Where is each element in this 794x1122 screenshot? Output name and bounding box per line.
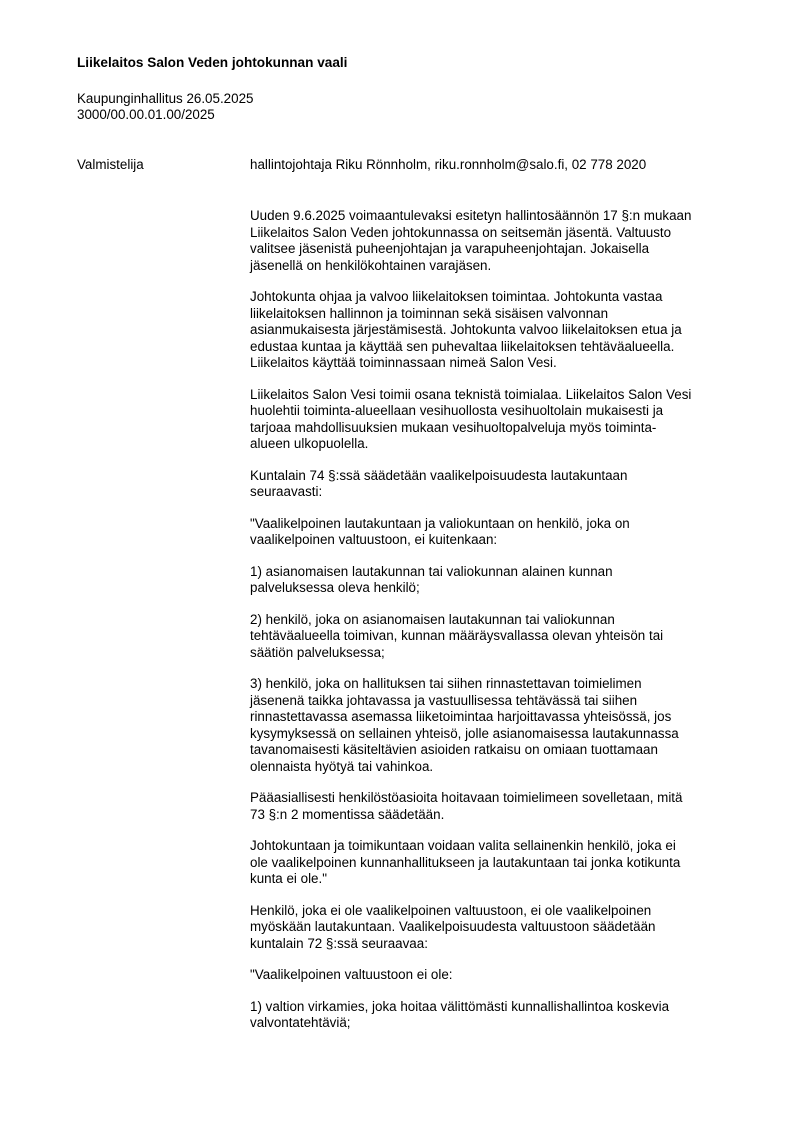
paragraph-line: 2) henkilö, joka on asianomaisen lautakunnan tai valiokunnan <box>250 611 615 627</box>
paragraph-line: 1) asianomaisen lautakunnan tai valiokunnan alainen kunnan <box>250 563 613 579</box>
paragraph-line: Liikelaitos Salon Vesi toimii osana teknistä toimialaa. Liikelaitos Salon Vesi <box>250 386 692 402</box>
paragraph-line: vaalikelpoinen valtuustoon, ei kuitenkaan: <box>250 532 498 547</box>
paragraph-line: seuraavasti: <box>250 484 323 499</box>
body-paragraph <box>250 612 740 662</box>
paragraph-line: jäsenenä taikka johtavassa ja vastuullisessa tehtävässä tai siihen <box>250 692 638 708</box>
paragraph-line: huolehtii toiminta-alueellaan vesihuollosta vesihuoltolain mukaisesti ja <box>250 403 664 418</box>
paragraph-line: edustaa kuntaa ja käyttää sen puhevaltaa liikelaitoksen tehtäväalueella. <box>250 338 675 354</box>
paragraph-line: kuntalain 72 §:ssä seuraavaa: <box>250 935 428 951</box>
body-paragraph <box>250 468 740 501</box>
paragraph-line: Kuntalain 74 §:ssä säädetään vaalikelpoisuudesta lautakuntaan <box>250 467 628 483</box>
paragraph-line: valvontatehtäviä; <box>250 1015 351 1030</box>
document-body <box>250 208 740 1047</box>
paragraph-line: tehtäväalueella toimivan, kunnan määräysvallassa olevan yhteisön tai <box>250 628 664 643</box>
paragraph-line: Henkilö, joka ei ole vaalikelpoinen valtuustoon, ei ole vaalikelpoinen <box>250 902 652 918</box>
paragraph-line: säätiön palveluksessa; <box>250 644 385 660</box>
body-paragraph <box>250 564 740 597</box>
paragraph-line: "Vaalikelpoinen lautakuntaan ja valiokuntaan on henkilö, joka on <box>250 515 630 531</box>
paragraph-line: ole vaalikelpoinen kunnanhallitukseen ja lautakuntaan tai jonka kotikunta <box>250 854 681 870</box>
paragraph-line: tavanomaisesti käsiteltävien asioiden ratkaisu on omiaan tuottamaan <box>250 742 658 757</box>
body-paragraph <box>250 387 740 453</box>
paragraph-line: Pääasiallisesti henkilöstöasioita hoitavaan toimielimeen sovelletaan, mitä <box>250 790 683 805</box>
paragraph-line: valitsee jäsenistä puheenjohtajan ja varapuheenjohtajan. Jokaisella <box>250 241 650 256</box>
preparer-info: hallintojohtaja Riku Rönnholm, riku.ronnholm@salo.fi, 02 778 2020 <box>250 157 647 172</box>
paragraph-line: alueen ulkopuolella. <box>250 436 369 451</box>
paragraph-line: rinnastettavassa asemassa liiketoimintaa harjoittavassa yhteisössä, jos <box>250 709 672 724</box>
paragraph-line: kunta ei ole." <box>250 871 327 886</box>
paragraph-line: liikelaitoksen hallinnon ja toiminnan sekä sisäisen valvonnan <box>250 305 609 321</box>
paragraph-line: kysymyksessä on sellainen yhteisö, jolle asianomaisessa lautakunnassa <box>250 725 679 741</box>
paragraph-line: "Vaalikelpoinen valtuustoon ei ole: <box>250 967 453 982</box>
body-paragraph <box>250 999 740 1032</box>
paragraph-line: palveluksessa oleva henkilö; <box>250 580 420 595</box>
body-paragraph <box>250 790 740 823</box>
document-title: Liikelaitos Salon Veden johtokunnan vaali <box>77 55 348 70</box>
paragraph-line: Liikelaitos Salon Veden johtokunnassa on seitsemän jäsentä. Valtuusto <box>250 224 672 240</box>
paragraph-line: tarjoaa mahdollisuuksien mukaan vesihuoltopalveluja myös toiminta- <box>250 419 657 435</box>
paragraph-line: Johtokunta ohjaa ja valvoo liikelaitoksen toimintaa. Johtokunta vastaa <box>250 289 663 304</box>
record-number: 3000/00.00.01.00/2025 <box>77 107 215 122</box>
paragraph-line: asianmukaisesta järjestämisestä. Johtokunta valvoo liikelaitoksen etua ja <box>250 322 682 337</box>
paragraph-line: olennaista hyötyä tai vahinkoa. <box>250 758 434 774</box>
body-paragraph <box>250 838 740 888</box>
body-paragraph <box>250 208 740 274</box>
meeting-line: Kaupunginhallitus 26.05.2025 <box>77 91 254 106</box>
body-paragraph <box>250 676 740 775</box>
paragraph-line: 3) henkilö, joka on hallituksen tai siihen rinnastettavan toimielimen <box>250 676 642 691</box>
paragraph-line: Liikelaitos käyttää toiminnassaan nimeä Salon Vesi. <box>250 355 557 370</box>
paragraph-line: jäsenellä on henkilökohtainen varajäsen. <box>250 257 492 273</box>
document-meta <box>77 91 253 123</box>
paragraph-line: 73 §:n 2 momentissa säädetään. <box>250 806 445 822</box>
body-paragraph <box>250 903 740 953</box>
body-paragraph <box>250 967 740 984</box>
paragraph-line: Uuden 9.6.2025 voimaantulevaksi esitetyn hallintosäännön 17 §:n mukaan <box>250 208 692 223</box>
body-paragraph <box>250 516 740 549</box>
paragraph-line: 1) valtion virkamies, joka hoitaa välittömästi kunnallishallintoa koskevia <box>250 998 670 1014</box>
paragraph-line: Johtokuntaan ja toimikuntaan voidaan valita sellainenkin henkilö, joka ei <box>250 838 676 853</box>
paragraph-line: myöskään lautakuntaan. Vaalikelpoisuudesta valtuustoon säädetään <box>250 919 656 934</box>
preparer-label: Valmistelija <box>77 157 144 172</box>
body-paragraph <box>250 289 740 372</box>
